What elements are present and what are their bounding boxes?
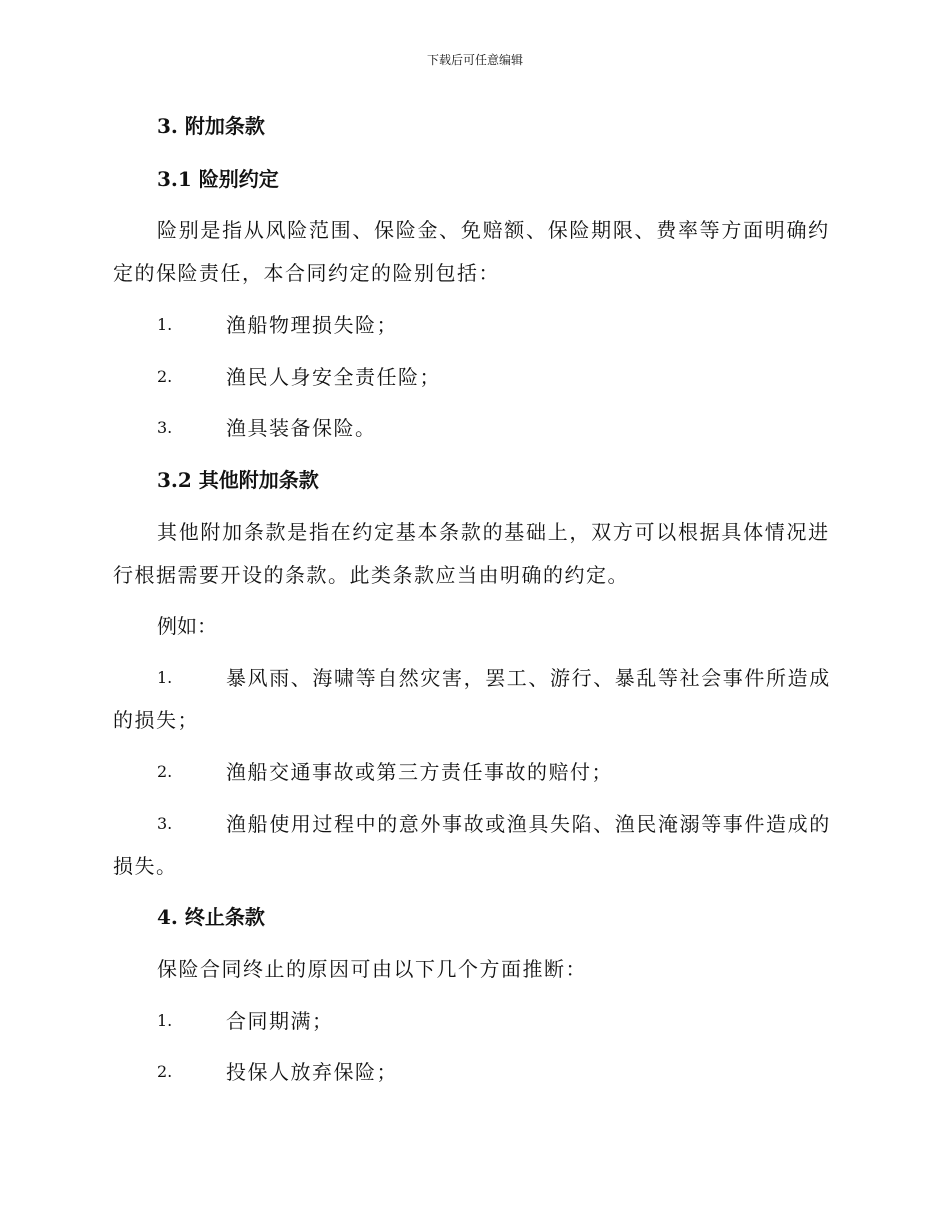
list-item-number: 2. bbox=[157, 762, 173, 781]
list-item-number: 2. bbox=[157, 367, 173, 386]
section-3-1-paragraph-line-2: 定的保险责任，本合同约定的险别包括： bbox=[113, 261, 500, 285]
section-3-1-paragraph-line-1: 险别是指从风险范围、保险金、免赔额、保险期限、费率等方面明确约 bbox=[157, 218, 829, 242]
section-3-heading: 3. 附加条款 bbox=[157, 114, 265, 138]
list-item-number: 1. bbox=[157, 668, 173, 687]
list-item-text: 暴风雨、海啸等自然灾害，罢工、游行、暴乱等社会事件所造成 bbox=[226, 666, 830, 690]
section-3-2-heading: 3.2 其他附加条款 bbox=[157, 468, 319, 492]
list-item-number: 2. bbox=[157, 1062, 173, 1081]
list-item-text-continued: 损失。 bbox=[113, 854, 178, 878]
list-item-number: 3. bbox=[157, 814, 173, 833]
list-item-text: 渔具装备保险。 bbox=[226, 416, 377, 440]
list-item-text: 渔船使用过程中的意外事故或渔具失陷、渔民淹溺等事件造成的 bbox=[226, 812, 830, 836]
section-3-2-paragraph-line-2: 行根据需要开设的条款。此类条款应当由明确的约定。 bbox=[113, 563, 629, 587]
list-item-number: 1. bbox=[157, 315, 173, 334]
list-item-text: 渔船交通事故或第三方责任事故的赔付； bbox=[226, 760, 613, 784]
list-item-text: 合同期满； bbox=[226, 1009, 334, 1033]
list-item-number: 1. bbox=[157, 1011, 173, 1030]
section-3-2-paragraph-line-1: 其他附加条款是指在约定基本条款的基础上，双方可以根据具体情况进 bbox=[157, 520, 829, 544]
list-item-text-continued: 的损失； bbox=[113, 708, 199, 732]
example-label: 例如： bbox=[157, 614, 217, 638]
section-4-heading: 4. 终止条款 bbox=[157, 905, 265, 929]
list-item-text: 渔民人身安全责任险； bbox=[226, 365, 441, 389]
section-3-1-heading: 3.1 险别约定 bbox=[157, 167, 279, 191]
page-header: 下载后可任意编辑 bbox=[426, 53, 523, 67]
list-item-number: 3. bbox=[157, 418, 173, 437]
list-item-text: 渔船物理损失险； bbox=[226, 313, 398, 337]
section-4-paragraph: 保险合同终止的原因可由以下几个方面推断： bbox=[157, 957, 587, 981]
list-item-text: 投保人放弃保险； bbox=[226, 1060, 398, 1084]
